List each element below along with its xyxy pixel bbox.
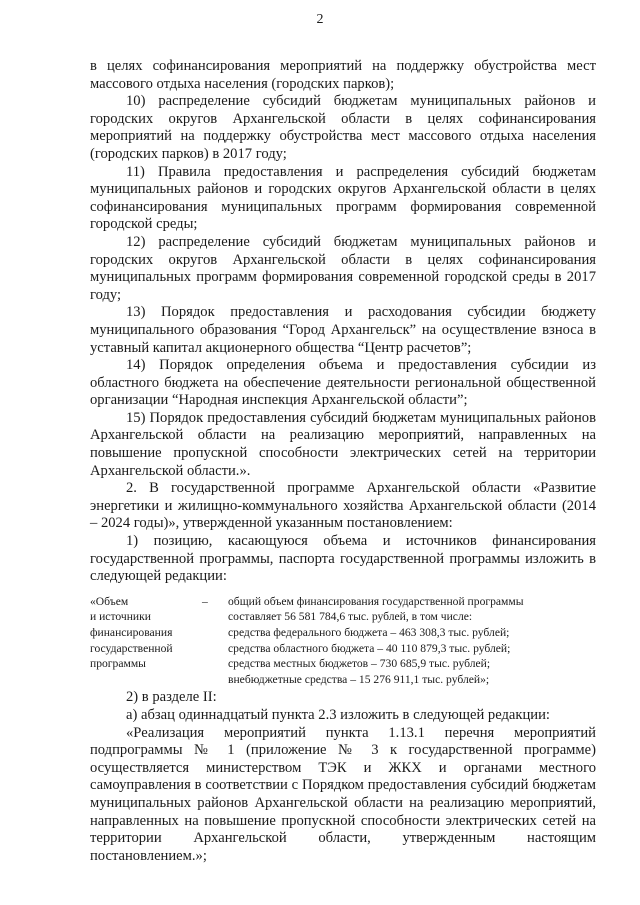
- passport-value-line: средства федерального бюджета – 463 308,3 тыс. рублей;: [228, 626, 510, 639]
- paragraph: 15) Порядок предоставления субсидий бюджетам муниципальных районов Архангельской области на реализацию мероприятий, направленных на повышение пропускной способности электрических сетей на территории Архангельской области.».: [90, 409, 596, 479]
- paragraph: 14) Порядок определения объема и предоставления субсидии из областного бюджета на обеспечение деятельности региональной общественной организации “Народная инспекция Архангельской области”;: [90, 357, 596, 409]
- passport-value-line: внебюджетные средства – 15 276 911,1 тыс. рублей»;: [228, 672, 490, 686]
- passport-label-line: программы: [90, 657, 146, 671]
- paragraph: в целях софинансирования мероприятий на поддержку обустройства мест массового отдыха населения (городских парков);: [90, 58, 596, 92]
- paragraph: «Реализация мероприятий пункта 1.13.1 перечня мероприятий подпрограммы № 1 (приложение № 3 к государственной программе) осуществляется министерством ТЭК и ЖКХ и органами местного самоуправления в соответствии с Порядком предоставления субсидий бюджетам муниципальных районов Архангельской области на реализацию мероприятий, направленных на повышение пропускной способности электрических сетей на территории Архангельской области, утвержденным настоящим постановлением.»;: [90, 724, 596, 864]
- paragraph: 2) в разделе II:: [126, 689, 217, 706]
- paragraph: 13) Порядок предоставления и расходования субсидии бюджету муниципального образования “Город Архангельск” на осуществление взноса в уставный капитал акционерного общества “Центр расчетов”;: [90, 304, 596, 356]
- paragraph: а) абзац одиннадцатый пункта 2.3 изложить в следующей редакции:: [126, 706, 550, 723]
- paragraph: 11) Правила предоставления и распределения субсидий бюджетам муниципальных районов и городских округов Архангельской области в целях софинансирования муниципальных программ формирования современной городской среды;: [90, 163, 596, 233]
- passport-value-line: средства местных бюджетов – 730 685,9 тыс. рублей;: [228, 657, 491, 671]
- paragraphs-top: [90, 58, 596, 586]
- passport-financing-table: [90, 594, 596, 688]
- page-number: 2: [316, 12, 324, 27]
- paragraphs-bottom: [90, 689, 596, 865]
- document-body: [90, 58, 596, 865]
- passport-value: [228, 594, 596, 688]
- passport-value-line: средства областного бюджета – 40 110 879,3 тыс. рублей;: [228, 641, 511, 655]
- passport-value-line: общий объем финансирования государственной программы: [228, 594, 524, 608]
- passport-dash: –: [202, 594, 208, 608]
- passport-label-line: и источники: [90, 610, 151, 624]
- passport-value-line: составляет 56 581 784,6 тыс. рублей, в том числе:: [228, 610, 473, 624]
- passport-label-line: государственной: [90, 641, 173, 655]
- paragraph: 10) распределение субсидий бюджетам муниципальных районов и городских округов Архангельской области в целях софинансирования мероприятий на поддержку обустройства мест массового отдыха населения (городских парков) в 2017 году;: [90, 93, 596, 162]
- paragraph: 2. В государственной программе Архангельской области «Развитие энергетики и жилищно-коммунального хозяйства Архангельской области (2014 – 2024 годы)», утвержденной указанным постановлением:: [90, 480, 596, 532]
- passport-label-line: «Объем: [90, 594, 129, 608]
- passport-label-line: финансирования: [90, 626, 173, 639]
- paragraph: 12) распределение субсидий бюджетам муниципальных районов и городских округов Архангельской области в целях софинансирования муниципальных программ формирования современной городской среды в 2017 году;: [90, 233, 596, 303]
- paragraph: 1) позицию, касающуюся объема и источников финансирования государственной программы, паспорта государственной программы изложить в следующей редакции:: [90, 533, 596, 585]
- passport-label: [90, 594, 202, 688]
